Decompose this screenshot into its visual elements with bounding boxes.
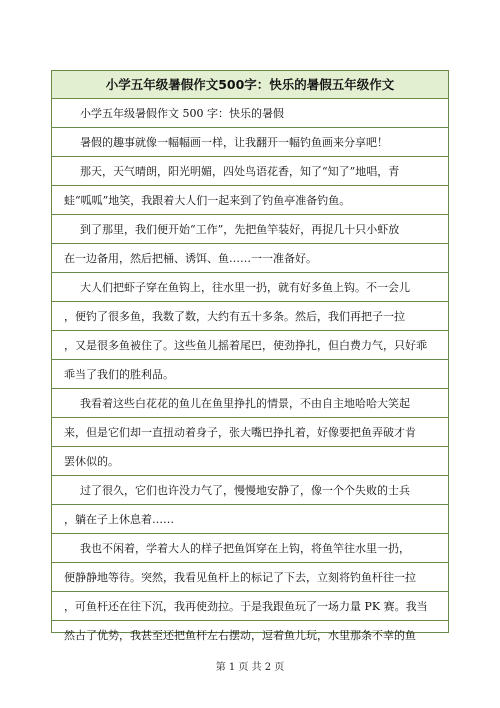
text-line: ，可鱼杆还在往下沉，我再使劲拉。于是我跟鱼玩了一场力量 PK 赛。我当 (52, 592, 448, 621)
text-line: 然占了优势，我甚至还把鱼杆左右摆动，逗着鱼儿玩，水里那条不幸的鱼 (64, 629, 416, 642)
text-line: 暑假的趣事就像一幅幅画一样，让我翻开一幅钓鱼画来分享吧！ (52, 128, 448, 157)
text-line: 便静静地等待。突然，我看见鱼杆上的标记了下去，立刻将钓鱼杆往一拉 (52, 563, 448, 592)
text-line: 蛙“呱呱”地笑，我跟着大人们一起来到了钓鱼亭准备钓鱼。 (52, 186, 448, 215)
document-title: 小学五年级暑假作文500字：快乐的暑假五年级作文 (52, 71, 448, 99)
text-line: 大人们把虾子穿在鱼钩上，往水里一扔，就有好多鱼上钩。不一会儿 (52, 273, 448, 302)
text-line: 乖当了我们的胜利品。 (52, 360, 448, 389)
text-line: 我也不闲着，学着大人的样子把鱼饵穿在上钩，将鱼竿往水里一扔， (52, 534, 448, 563)
text-rows (52, 99, 448, 642)
document-frame (51, 70, 449, 642)
text-line: 到了那里，我们便开始“工作”，先把鱼竿装好，再捉几十只小虾放 (52, 215, 448, 244)
text-line: 我看着这些白花花的鱼儿在鱼里挣扎的情景，不由自主地哈哈大笑起 (52, 389, 448, 418)
page-footer: 第 1 页 共 2 页 (215, 662, 285, 673)
text-line: 那天，天气晴朗，阳光明媚，四处鸟语花香，知了“知了”地唱，青 (52, 157, 448, 186)
text-line: ，便钓了很多鱼，我数了数，大约有五十多条。然后，我们再把子一拉 (52, 302, 448, 331)
text-line: ，躺在子上休息着…… (52, 505, 448, 534)
text-line: 在一边备用，然后把桶、诱饵、鱼……一一准备好。 (52, 244, 448, 273)
text-line: 来，但是它们却一直扭动着身子，张大嘴巴挣扎着，好像要把鱼弄破才肯 (52, 418, 448, 447)
text-line: 小学五年级暑假作文 500 字：快乐的暑假 (52, 99, 448, 128)
text-line: ，又是很多鱼被住了。这些鱼儿摇着尾巴，使劲挣扎，但白费力气，只好乖 (52, 331, 448, 360)
text-line: 过了很久，它们也许没力气了，慢慢地安静了，像一个个失败的士兵 (52, 476, 448, 505)
text-line: 罢休似的。 (52, 447, 448, 476)
